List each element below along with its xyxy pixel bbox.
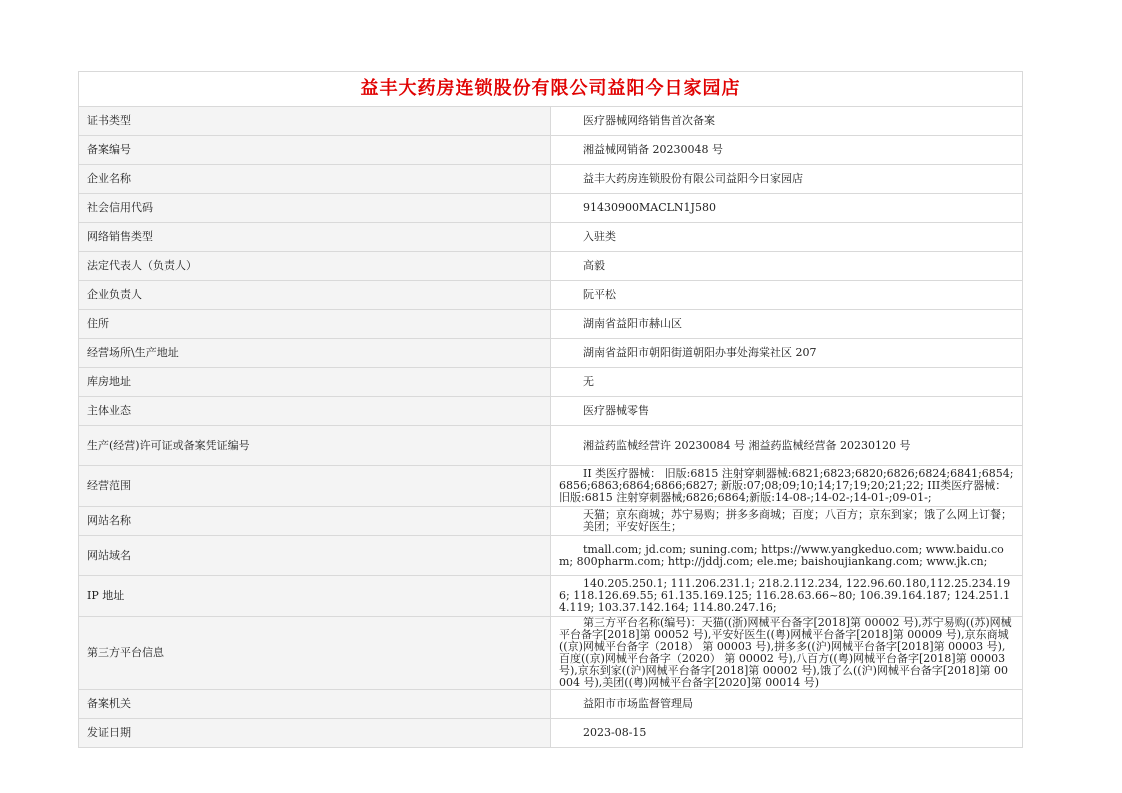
row-label: 法定代表人（负责人）: [79, 252, 551, 281]
table-row: [79, 397, 1023, 426]
row-label: 住所: [79, 310, 551, 339]
table-row: [79, 136, 1023, 165]
row-value: II 类医疗器械： 旧版:6815 注射穿刺器械:6821;6823;6820;6826;6824;6841;6854;6856;6863;6864;6866;6827; 新版:07;08;09;10;14;17;19;20;21;22; III类医疗器械： 旧版:6815 注射穿刺器械;6826;6864;新版:14-08-;14-02-;14-01-;09-01-;: [551, 466, 1023, 507]
table-row: [79, 107, 1023, 136]
row-label: 经营场所\生产地址: [79, 339, 551, 368]
table-row: [79, 536, 1023, 576]
row-value: 湘益械网销备 20230048 号: [551, 136, 1023, 165]
table-row: [79, 690, 1023, 719]
row-label: 企业名称: [79, 165, 551, 194]
table-row: [79, 719, 1023, 748]
certificate-title: 益丰大药房连锁股份有限公司益阳今日家园店: [79, 72, 1023, 107]
certificate-table: [78, 71, 1023, 748]
table-row: [79, 281, 1023, 310]
row-value: 91430900MACLN1J580: [551, 194, 1023, 223]
row-value: 湘益药监械经营许 20230084 号 湘益药监械经营备 20230120 号: [551, 426, 1023, 466]
row-value: 无: [551, 368, 1023, 397]
row-value: 医疗器械网络销售首次备案: [551, 107, 1023, 136]
row-value: 第三方平台名称(编号)：天猫((浙)网械平台备字[2018]第 00002 号),苏宁易购((苏)网械平台备字[2018]第 00052 号),平安好医生((粤)网械平台备字[2018]第 00009 号),京东商城((京)网械平台备字（2018） 第 00003 号),拼多多((沪)网械平台备字[2018]第 00003 号),百度((京)网械平台备字（2020） 第 00002 号),八百方((粤)网械平台备字[2018]第 00003 号),京东到家((沪)网械平台备字[2018]第 00002 号),饿了么((沪)网械平台备字[2018]第 00004 号),美团((粤)网械平台备字[2020]第 00014 号): [551, 617, 1023, 690]
row-label: 库房地址: [79, 368, 551, 397]
row-value: 益丰大药房连锁股份有限公司益阳今日家园店: [551, 165, 1023, 194]
row-label: 经营范围: [79, 466, 551, 507]
table-row: [79, 310, 1023, 339]
row-value: 2023-08-15: [551, 719, 1023, 748]
row-label: 网站域名: [79, 536, 551, 576]
table-row: [79, 368, 1023, 397]
row-value: 高毅: [551, 252, 1023, 281]
row-value: tmall.com; jd.com; suning.com; https://www.yangkeduo.com; www.baidu.com; 800pharm.com; http://jddj.com; ele.me; baishoujiankang.com; www.jk.cn;: [551, 536, 1023, 576]
table-row: [79, 576, 1023, 617]
row-label: 网络销售类型: [79, 223, 551, 252]
row-value: 医疗器械零售: [551, 397, 1023, 426]
row-value: 入驻类: [551, 223, 1023, 252]
row-label: 生产(经营)许可证或备案凭证编号: [79, 426, 551, 466]
row-value: 湖南省益阳市朝阳街道朝阳办事处海棠社区 207: [551, 339, 1023, 368]
table-row: [79, 194, 1023, 223]
table-row: [79, 223, 1023, 252]
table-row: [79, 252, 1023, 281]
table-row: [79, 617, 1023, 690]
table-row: [79, 507, 1023, 536]
row-label: 备案编号: [79, 136, 551, 165]
table-row: [79, 466, 1023, 507]
table-row: [79, 339, 1023, 368]
row-label: 企业负责人: [79, 281, 551, 310]
row-label: 备案机关: [79, 690, 551, 719]
row-value: 湖南省益阳市赫山区: [551, 310, 1023, 339]
row-value: 益阳市市场监督管理局: [551, 690, 1023, 719]
row-label: 发证日期: [79, 719, 551, 748]
row-label: 证书类型: [79, 107, 551, 136]
table-row: [79, 165, 1023, 194]
title-row: [79, 72, 1023, 107]
row-label: IP 地址: [79, 576, 551, 617]
table-row: [79, 426, 1023, 466]
row-label: 主体业态: [79, 397, 551, 426]
row-value: 阮平松: [551, 281, 1023, 310]
row-label: 网站名称: [79, 507, 551, 536]
row-value: 140.205.250.1; 111.206.231.1; 218.2.112.234, 122.96.60.180,112.25.234.196; 118.126.69.55; 61.135.169.125; 116.28.63.66~80; 106.39.164.187; 124.251.14.119; 103.37.142.164; 114.80.247.16;: [551, 576, 1023, 617]
row-label: 第三方平台信息: [79, 617, 551, 690]
row-label: 社会信用代码: [79, 194, 551, 223]
row-value: 天猫；京东商城；苏宁易购；拼多多商城；百度；八百方；京东到家；饿了么网上订餐；美团；平安好医生；: [551, 507, 1023, 536]
